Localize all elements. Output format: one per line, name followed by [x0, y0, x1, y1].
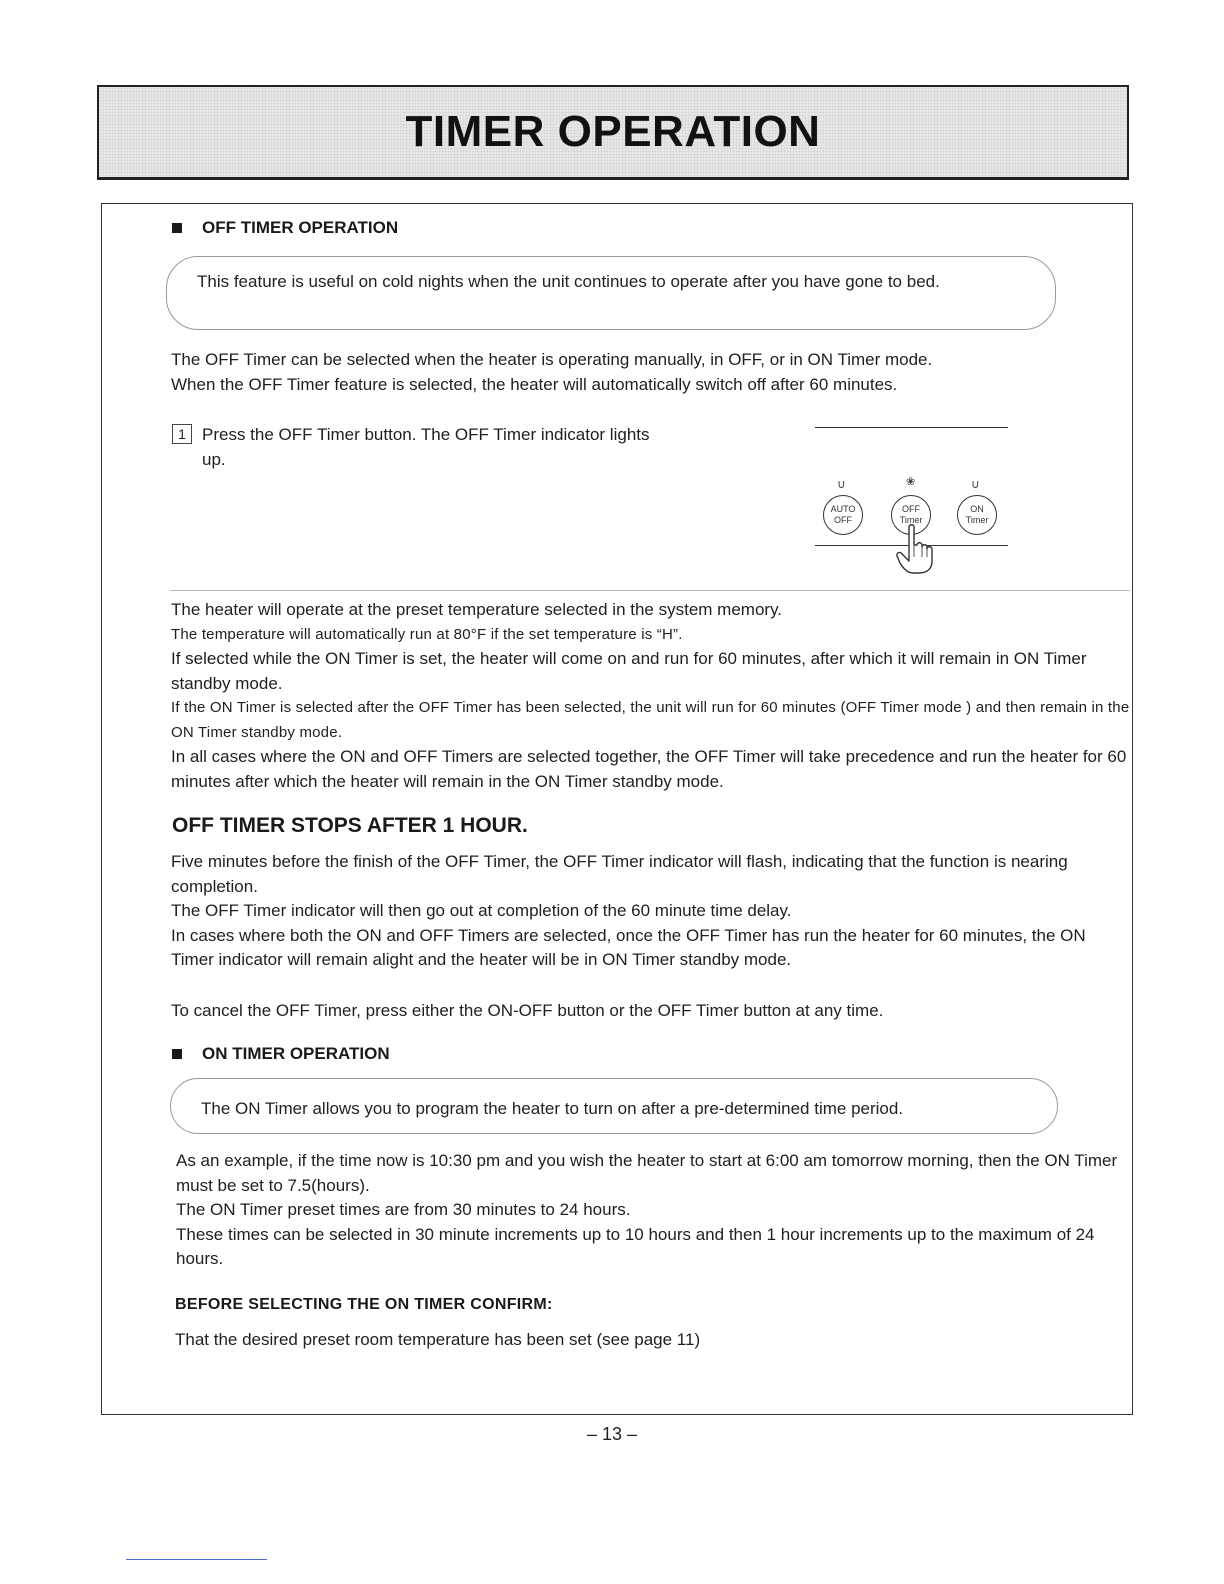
off-timer-details	[171, 598, 1131, 794]
bullet-square-icon	[172, 1049, 182, 1059]
page-title: TIMER OPERATION	[405, 107, 821, 156]
paragraph-line: If selected while the ON Timer is set, the heater will come on and run for 60 minutes, after which it will remain in ON Timer standby mode.	[171, 649, 1087, 693]
off-timer-description	[171, 348, 1071, 397]
on-timer-button[interactable]	[957, 495, 997, 535]
on-timer-description	[176, 1149, 1126, 1272]
button-label: ON	[970, 504, 984, 514]
off-timer-led-lit-icon: ❀	[906, 476, 916, 488]
paragraph-line: The ON Timer preset times are from 30 minutes to 24 hours.	[176, 1200, 631, 1219]
paragraph-line: The temperature will automatically run at 80°F if the set temperature is “H”.	[171, 625, 683, 643]
off-timer-heading	[172, 218, 398, 238]
button-label: AUTO	[830, 504, 856, 514]
button-label: Timer	[965, 515, 989, 525]
paragraph-line: The OFF Timer can be selected when the heater is operating manually, in OFF, or in ON Timer mode.	[171, 350, 933, 369]
paragraph-line: When the OFF Timer feature is selected, the heater will automatically switch off after 60 minutes.	[171, 374, 898, 394]
paragraph-line: In cases where both the ON and OFF Timers are selected, once the OFF Timer has run the heater for 60 minutes, the ON Timer indicator will remain alight and the heater will be in ON Timer standby mode.	[171, 925, 1086, 969]
paragraph-line: As an example, if the time now is 10:30 pm and you wish the heater to start at 6:00 am tomorrow morning, then the ON Timer must be set to 7.5(hours).	[176, 1151, 1118, 1195]
bullet-square-icon	[172, 223, 182, 233]
step-1	[172, 423, 672, 472]
on-timer-confirm-text: That the desired preset room temperature has been set (see page 11)	[175, 1330, 701, 1349]
section-divider	[170, 590, 1130, 591]
on-timer-led-icon: ∪	[971, 477, 980, 491]
paragraph-line: If the ON Timer is selected after the OFF Timer has been selected, the unit will run for 60 minutes (OFF Timer mode ) and then remain in the ON Timer standby mode.	[171, 699, 1130, 741]
cancel-instructions: To cancel the OFF Timer, press either the ON-OFF button or the OFF Timer button at any time.	[171, 1001, 884, 1020]
control-panel-diagram	[815, 425, 1010, 585]
step-number-box: 1	[172, 424, 192, 444]
on-timer-intro-text: The ON Timer allows you to program the heater to turn on after a pre-determined time period.	[201, 1099, 904, 1118]
on-timer-heading-text: ON TIMER OPERATION	[202, 1044, 390, 1063]
button-label: OFF	[902, 504, 920, 514]
auto-off-led-icon: ∪	[837, 477, 846, 491]
on-timer-intro-box	[170, 1078, 1058, 1134]
pointing-hand-icon	[895, 523, 935, 575]
paragraph-line: These times can be selected in 30 minute increments up to 10 hours and then 1 hour increments up to the maximum of 24 hours.	[176, 1224, 1095, 1268]
off-timer-heading-text: OFF TIMER OPERATION	[202, 218, 399, 237]
page-number: – 13 –	[586, 1424, 638, 1444]
paragraph-line: Five minutes before the finish of the OFF Timer, the OFF Timer indicator will flash, indicating that the function is nearing completion.	[171, 852, 1068, 896]
title-banner	[97, 85, 1129, 180]
off-timer-stops-heading: OFF TIMER STOPS AFTER 1 HOUR.	[172, 814, 528, 837]
auto-off-button[interactable]	[823, 495, 863, 535]
off-timer-intro-box	[166, 256, 1056, 330]
on-timer-heading	[172, 1044, 390, 1064]
off-timer-intro-text: This feature is useful on cold nights when the unit continues to operate after you have gone to bed.	[197, 272, 940, 291]
paragraph-line: The heater will operate at the preset temperature selected in the system memory.	[171, 600, 783, 619]
footer-rule	[126, 1559, 267, 1560]
off-timer-completion-details	[171, 850, 1131, 973]
paragraph-line: The OFF Timer indicator will then go out at completion of the 60 minute time delay.	[171, 901, 792, 920]
button-label: OFF	[834, 515, 852, 525]
step-1-text: Press the OFF Timer button. The OFF Timer indicator lights up.	[202, 425, 650, 469]
panel-top-edge	[815, 427, 1008, 428]
paragraph-line: In all cases where the ON and OFF Timers are selected together, the OFF Timer will take precedence and run the heater for 60 minutes after which the heater will remain in the ON Timer standby mode.	[171, 747, 1127, 791]
button-label: Timer	[899, 515, 923, 525]
on-timer-confirm-heading: BEFORE SELECTING THE ON TIMER CONFIRM:	[175, 1296, 553, 1313]
